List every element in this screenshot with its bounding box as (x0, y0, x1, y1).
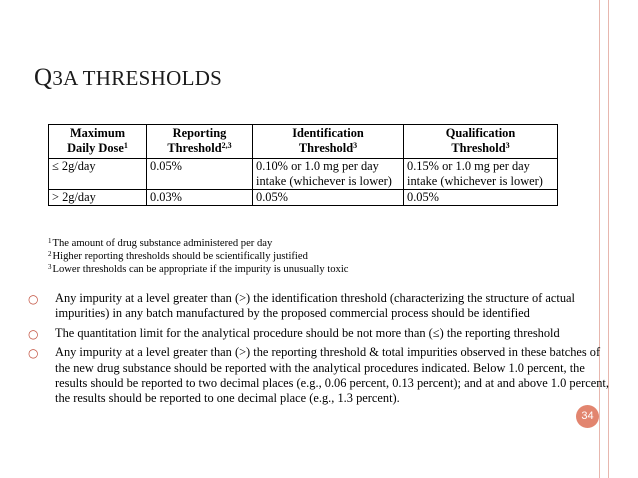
table-cell: ≤ 2g/day (49, 158, 147, 190)
table-cell: 0.03% (147, 190, 253, 206)
list-item: ○ Any impurity at a level greater than (>) the reporting threshold & total impurities observed in these batches of the new drug substance should be reported with the analytical procedures indicated. Below 1.0 percent, the results should be reported to two decimal places (e.g., 0.06 percent, 0.13 percent); and at and above 1.0 percent, the results should be reported to one decimal place (e.g., 1.3 percent). (28, 345, 609, 406)
footnote: $^3$Lower thresholds can be appropriate if the impurity is unusually toxic (48, 263, 349, 276)
footnotes (48, 237, 348, 277)
table-cell: 0.15% or 1.0 mg per day intake (whichever is lower) (404, 158, 558, 190)
header-qualification-threshold: Qualification Threshold$^3$ (404, 125, 558, 159)
hollow-circle-bullet-icon: ○ (28, 346, 39, 361)
bullet-list (28, 291, 611, 411)
table-header-row (49, 125, 558, 159)
hollow-circle-bullet-icon: ○ (28, 292, 39, 306)
table-cell: 0.05% (253, 190, 404, 206)
page-number-badge: 34 (576, 405, 599, 428)
thresholds-table (48, 124, 558, 206)
header-max-daily-dose: Maximum Daily Dose$^1$ (49, 125, 147, 159)
table-cell: > 2g/day (49, 190, 147, 206)
table-cell: 0.10% or 1.0 mg per day intake (whichever is lower) (253, 158, 404, 190)
table-cell: 0.05% (404, 190, 558, 206)
header-identification-threshold: Identification Threshold$^3$ (253, 125, 404, 159)
hollow-circle-bullet-icon: ○ (28, 326, 39, 341)
list-item: ○ The quantitation limit for the analytical procedure should be not more than (≤) the reporting threshold (28, 325, 560, 341)
table-row (49, 190, 558, 206)
footnote: $^2$Higher reporting thresholds should be scientifically justified (48, 250, 308, 263)
header-reporting-threshold: Reporting Threshold$^{2,3}$ (147, 125, 253, 159)
table-row (49, 158, 558, 190)
table-cell: 0.05% (147, 158, 253, 190)
list-item: ○ Any impurity at a level greater than (>) the identification threshold (characterizing the structure of actual impurities) in any batch manufactured by the proposed commercial process should be identified (28, 291, 575, 321)
slide-title: Q3A THRESHOLDS (34, 64, 223, 91)
footnote: $^1$The amount of drug substance administered per day (48, 237, 273, 249)
